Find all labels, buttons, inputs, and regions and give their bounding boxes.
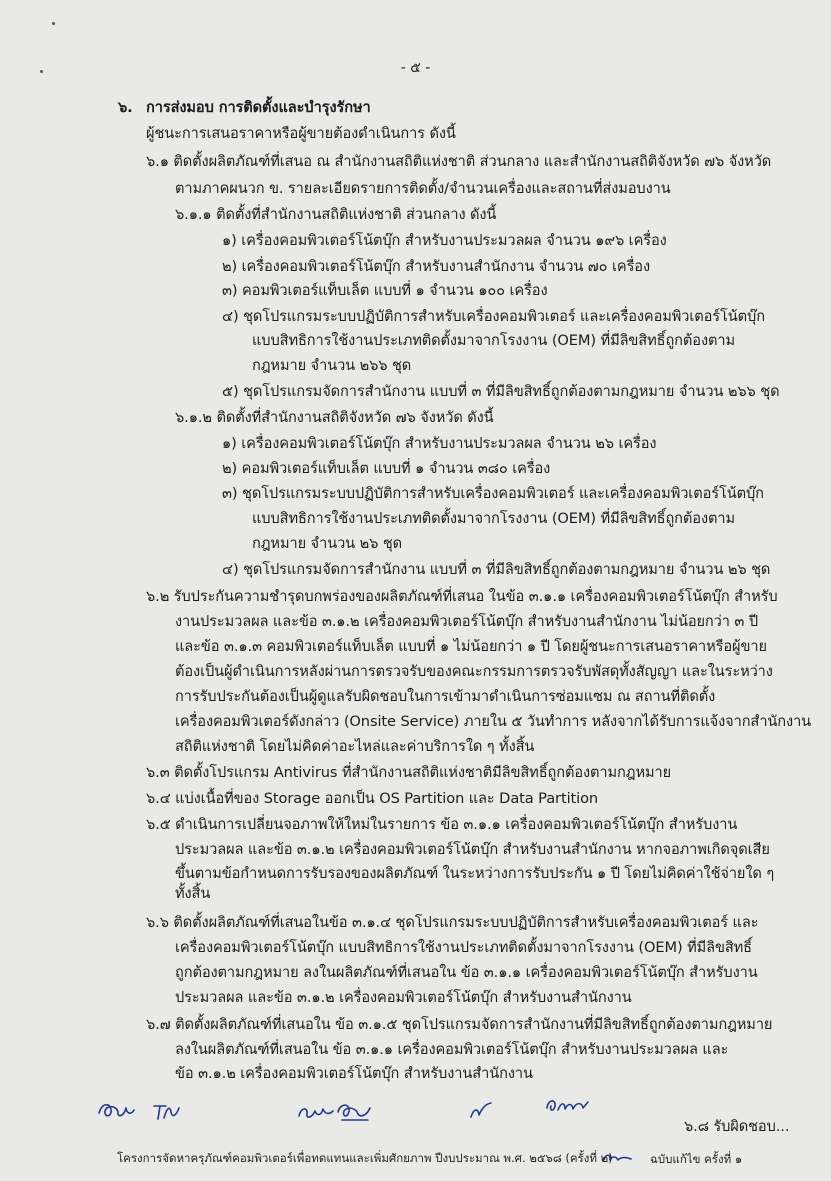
scan-speck xyxy=(52,22,55,25)
list-item: ๔) ชุดโปรแกรมจัดการสำนักงาน แบบที่ ๓ ที่มีลิขสิทธิ์ถูกต้องตามกฎหมาย จำนวน ๒๖ ชุด xyxy=(222,561,771,578)
item-6-2-line: ต้องเป็นผู้ดำเนินการหลังผ่านการตรวจรับของคณะกรรมการตรวจรับพัสดุทั้งสัญญา และในระหว่าง xyxy=(175,663,773,680)
section-title: การส่งมอบ การติดตั้งและบำรุงรักษา xyxy=(146,99,371,116)
item-6-5-line: ประมวลผล และข้อ ๓.๑.๒ เครื่องคอมพิวเตอร์โน้ตบุ๊ก สำหรับงานสำนักงาน หากจอภาพเกิดจุดเสีย xyxy=(175,841,770,858)
list-item-continuation: แบบสิทธิการใช้งานประเภทติดตั้งมาจากโรงงาน (OEM) ที่มีลิขสิทธิ์ถูกต้องตาม xyxy=(252,332,735,349)
item-6-6-line: ๖.๖ ติดตั้งผลิตภัณฑ์ที่เสนอในข้อ ๓.๑.๔ ชุดโปรแกรมระบบปฏิบัติการสำหรับเครื่องคอมพิวเตอร์ และ xyxy=(146,914,759,931)
subitem-6-1-1-heading: ๖.๑.๑ ติดตั้งที่สำนักงานสถิติแห่งชาติ ส่วนกลาง ดังนี้ xyxy=(175,206,497,223)
item-6-4-line: ๖.๔ แบ่งเนื้อที่ของ Storage ออกเป็น OS Partition และ Data Partition xyxy=(146,790,599,807)
signature-initials xyxy=(468,1100,494,1122)
item-6-2-line: เครื่องคอมพิวเตอร์ดังกล่าว (Onsite Service) ภายใน ๕ วันทำการ หลังจากได้รับการแจ้งจากสำนักงาน xyxy=(175,713,812,730)
item-6-2-line: การรับประกันต้องเป็นผู้ดูแลรับผิดชอบในการเข้ามาดำเนินการซ่อมแซม ณ สถานที่ติดตั้ง xyxy=(175,688,716,705)
list-item: ๑) เครื่องคอมพิวเตอร์โน้ตบุ๊ก สำหรับงานประมวลผล จำนวน ๑๙๖ เครื่อง xyxy=(222,232,667,249)
item-6-2-line: และข้อ ๓.๑.๓ คอมพิวเตอร์แท็บเล็ต แบบที่ ๑ ไม่น้อยกว่า ๑ ปี โดยผู้ชนะการเสนอราคาหรือผู้ขาย xyxy=(175,638,767,655)
continuation-text: ๖.๘ รับผิดชอบ... xyxy=(684,1118,790,1135)
list-item: ๕) ชุดโปรแกรมจัดการสำนักงาน แบบที่ ๓ ที่มีลิขสิทธิ์ถูกต้องตามกฎหมาย จำนวน ๒๖๖ ชุด xyxy=(222,383,780,400)
list-item: ๑) เครื่องคอมพิวเตอร์โน้ตบุ๊ก สำหรับงานประมวลผล จำนวน ๒๖ เครื่อง xyxy=(222,435,657,452)
list-item-continuation: กฎหมาย จำนวน ๒๖๖ ชุด xyxy=(252,357,412,374)
item-6-5-line: ขึ้นตามข้อกำหนดการรับรองของผลิตภัณฑ์ ในระหว่างการรับประกัน ๑ ปี โดยไม่คิดค่าใช้จ่ายใด ๆ xyxy=(175,865,775,882)
intro-text: ผู้ชนะการเสนอราคาหรือผู้ขายต้องดำเนินการ ดังนี้ xyxy=(146,125,456,142)
list-item: ๒) เครื่องคอมพิวเตอร์โน้ตบุ๊ก สำหรับงานสำนักงาน จำนวน ๗๐ เครื่อง xyxy=(222,258,650,275)
page-number: - ๕ - xyxy=(400,60,431,76)
item-6-5-line: ๖.๕ ดำเนินการเปลี่ยนจอภาพให้ใหม่ในรายการ ข้อ ๓.๑.๑ เครื่องคอมพิวเตอร์โน้ตบุ๊ก สำหรับงาน xyxy=(146,816,738,833)
item-6-5-line: ทั้งสิ้น xyxy=(175,885,211,902)
list-item: ๒) คอมพิวเตอร์แท็บเล็ต แบบที่ ๑ จำนวน ๓๘๐ เครื่อง xyxy=(222,460,551,477)
item-6-7-line: ๖.๗ ติดตั้งผลิตภัณฑ์ที่เสนอใน ข้อ ๓.๑.๕ ชุดโปรแกรมจัดการสำนักงานที่มีลิขสิทธิ์ถูกต้องตามกฎหมาย xyxy=(146,1016,773,1033)
item-6-7-line: ข้อ ๓.๑.๒ เครื่องคอมพิวเตอร์โน้ตบุ๊ก สำหรับงานสำนักงาน xyxy=(175,1065,533,1082)
item-6-6-line: เครื่องคอมพิวเตอร์โน้ตบุ๊ก แบบสิทธิการใช้งานประเภทติดตั้งมาจากโรงงาน (OEM) ที่มีลิขสิทธิ์ xyxy=(175,939,752,956)
signature-initials xyxy=(334,1098,374,1124)
list-item: ๔) ชุดโปรแกรมระบบปฏิบัติการสำหรับเครื่องคอมพิวเตอร์ และเครื่องคอมพิวเตอร์โน้ตบุ๊ก xyxy=(222,308,765,325)
item-6-1-line: ๖.๑ ติดตั้งผลิตภัณฑ์ที่เสนอ ณ สำนักงานสถิติแห่งชาติ ส่วนกลาง และสำนักงานสถิติจังหวัด ๗๖ จังหวัด xyxy=(146,153,772,170)
item-6-3-line: ๖.๓ ติดตั้งโปรแกรม Antivirus ที่สำนักงานสถิติแห่งชาติมีลิขสิทธิ์ถูกต้องตามกฎหมาย xyxy=(146,764,672,781)
item-6-6-line: ถูกต้องตามกฎหมาย ลงในผลิตภัณฑ์ที่เสนอใน ข้อ ๓.๑.๑ เครื่องคอมพิวเตอร์โน้ตบุ๊ก สำหรับงาน xyxy=(175,964,758,981)
item-6-6-line: ประมวลผล และข้อ ๓.๑.๒ เครื่องคอมพิวเตอร์โน้ตบุ๊ก สำหรับงานสำนักงาน xyxy=(175,989,632,1006)
section-number: ๖. xyxy=(118,99,133,116)
item-6-2-line: สถิติแห่งชาติ โดยไม่คิดค่าอะไหล่และค่าบริการใด ๆ ทั้งสิ้น xyxy=(175,738,535,755)
item-6-2-line: ๖.๒ รับประกันความชำรุดบกพร่องของผลิตภัณฑ์ที่เสนอ ในข้อ ๓.๑.๑ เครื่องคอมพิวเตอร์โน้ตบุ๊ก สำหรับ xyxy=(146,588,778,605)
item-6-1-line: ตามภาคผนวก ข. รายละเอียดรายการติดตั้ง/จำนวนเครื่องและสถานที่ส่งมอบงาน xyxy=(175,180,671,197)
list-item-continuation: แบบสิทธิการใช้งานประเภทติดตั้งมาจากโรงงาน (OEM) ที่มีลิขสิทธิ์ถูกต้องตาม xyxy=(252,510,735,527)
item-6-2-line: งานประมวลผล และข้อ ๓.๑.๒ เครื่องคอมพิวเตอร์โน้ตบุ๊ก สำหรับงานสำนักงาน ไม่น้อยกว่า ๓ ปี xyxy=(175,613,758,630)
signature-initials xyxy=(150,1098,184,1124)
footer-revision: ฉบับแก้ไข ครั้งที่ ๑ xyxy=(650,1152,743,1166)
list-item: ๓) คอมพิวเตอร์แท็บเล็ต แบบที่ ๑ จำนวน ๑๐๐ เครื่อง xyxy=(222,282,548,299)
signature-initials xyxy=(544,1094,592,1120)
item-6-7-line: ลงในผลิตภัณฑ์ที่เสนอใน ข้อ ๓.๑.๑ เครื่องคอมพิวเตอร์โน้ตบุ๊ก สำหรับงานประมวลผล และ xyxy=(175,1041,729,1058)
footer-project: โครงการจัดหาครุภัณฑ์คอมพิวเตอร์เพื่อทดแทนและเพิ่มศักยภาพ ปีงบประมาณ พ.ศ. ๒๕๖๘ (ครั้งที่ ๒) xyxy=(117,1151,613,1165)
signature-initials xyxy=(96,1098,136,1124)
list-item: ๓) ชุดโปรแกรมระบบปฏิบัติการสำหรับเครื่องคอมพิวเตอร์ และเครื่องคอมพิวเตอร์โน้ตบุ๊ก xyxy=(222,485,764,502)
list-item-continuation: กฎหมาย จำนวน ๒๖ ชุด xyxy=(252,535,402,552)
subitem-6-1-2-heading: ๖.๑.๒ ติดตั้งที่สำนักงานสถิติจังหวัด ๗๖ จังหวัด ดังนี้ xyxy=(175,409,494,426)
signature-initials xyxy=(296,1100,336,1124)
